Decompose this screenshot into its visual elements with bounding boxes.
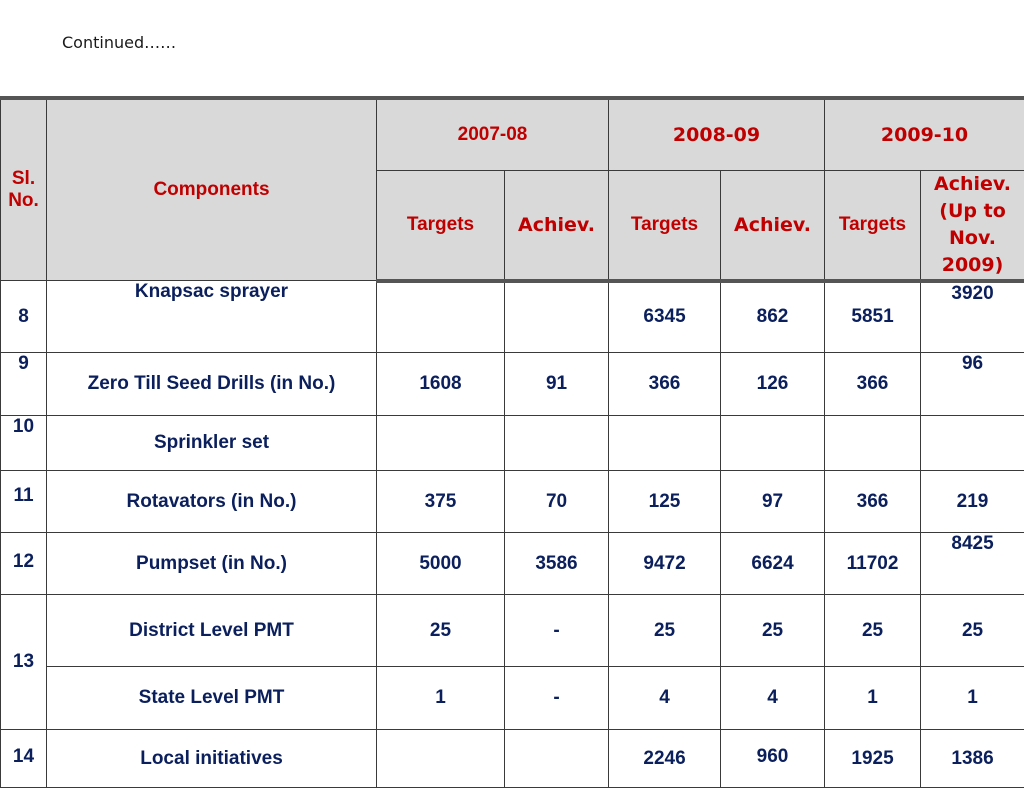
value-cell: 11702 bbox=[825, 533, 921, 595]
value-cell: 375 bbox=[377, 471, 505, 533]
value-cell: 91 bbox=[505, 353, 609, 416]
header-year-2008-09: 2008-09 bbox=[609, 98, 825, 170]
value-cell: 5000 bbox=[377, 533, 505, 595]
value-cell: 25 bbox=[721, 595, 825, 667]
value-cell: 6624 bbox=[721, 533, 825, 595]
sl-no-cell: 10 bbox=[1, 416, 47, 471]
value-cell: 70 bbox=[505, 471, 609, 533]
header-year-2009-10: 2009-10 bbox=[825, 98, 1024, 170]
component-cell: Pumpset (in No.) bbox=[47, 533, 377, 595]
value-cell: 126 bbox=[721, 353, 825, 416]
value-cell: 1925 bbox=[825, 730, 921, 788]
table-row bbox=[1, 667, 1024, 730]
component-cell: State Level PMT bbox=[47, 667, 377, 730]
value-cell: - bbox=[505, 595, 609, 667]
value-cell: 96 bbox=[921, 353, 1024, 416]
value-cell bbox=[377, 416, 505, 471]
value-cell: 1 bbox=[921, 667, 1024, 730]
components-table bbox=[0, 96, 1024, 788]
header-targets-2009-10: Targets bbox=[825, 170, 921, 281]
header-targets-2007-08: Targets bbox=[377, 170, 505, 281]
value-cell: 6345 bbox=[609, 281, 721, 353]
value-cell: 8425 bbox=[921, 533, 1024, 595]
value-cell: 1 bbox=[825, 667, 921, 730]
value-cell: 862 bbox=[721, 281, 825, 353]
value-cell: 25 bbox=[377, 595, 505, 667]
value-cell: 366 bbox=[825, 353, 921, 416]
value-cell: 1608 bbox=[377, 353, 505, 416]
component-cell: Rotavators (in No.) bbox=[47, 471, 377, 533]
value-cell: 5851 bbox=[825, 281, 921, 353]
value-cell: 2246 bbox=[609, 730, 721, 788]
table-row bbox=[1, 533, 1024, 595]
component-cell: District Level PMT bbox=[47, 595, 377, 667]
value-cell: - bbox=[505, 667, 609, 730]
sl-no-cell: 13 bbox=[1, 595, 47, 730]
value-cell: 3586 bbox=[505, 533, 609, 595]
sl-no-cell: 11 bbox=[1, 471, 47, 533]
sl-no-cell: 12 bbox=[1, 533, 47, 595]
component-cell: Local initiatives bbox=[47, 730, 377, 788]
sl-no-cell: 8 bbox=[1, 281, 47, 353]
value-cell bbox=[505, 281, 609, 353]
continued-caption: Continued…… bbox=[62, 33, 176, 52]
header-year-2007-08: 2007-08 bbox=[377, 98, 609, 170]
header-achiev-2008-09: Achiev. bbox=[721, 170, 825, 281]
value-cell: 125 bbox=[609, 471, 721, 533]
component-cell: Sprinkler set bbox=[47, 416, 377, 471]
table-row bbox=[1, 353, 1024, 416]
header-targets-2008-09: Targets bbox=[609, 170, 721, 281]
value-cell: 4 bbox=[609, 667, 721, 730]
table-row bbox=[1, 281, 1024, 353]
table-row bbox=[1, 730, 1024, 788]
value-cell: 9472 bbox=[609, 533, 721, 595]
table-row bbox=[1, 595, 1024, 667]
value-cell: 25 bbox=[921, 595, 1024, 667]
value-cell: 3920 bbox=[921, 281, 1024, 353]
value-cell: 1 bbox=[377, 667, 505, 730]
value-cell: 366 bbox=[609, 353, 721, 416]
component-cell: Knapsac sprayer bbox=[47, 281, 377, 353]
value-cell bbox=[505, 416, 609, 471]
header-sl-no: Sl. No. bbox=[1, 98, 47, 281]
sl-no-cell: 14 bbox=[1, 730, 47, 788]
header-row-years bbox=[1, 98, 1024, 170]
value-cell: 960 bbox=[721, 730, 825, 788]
header-achiev-2007-08: Achiev. bbox=[505, 170, 609, 281]
value-cell: 97 bbox=[721, 471, 825, 533]
value-cell: 25 bbox=[609, 595, 721, 667]
value-cell: 219 bbox=[921, 471, 1024, 533]
value-cell bbox=[921, 416, 1024, 471]
value-cell: 366 bbox=[825, 471, 921, 533]
table-row bbox=[1, 416, 1024, 471]
value-cell bbox=[721, 416, 825, 471]
component-cell: Zero Till Seed Drills (in No.) bbox=[47, 353, 377, 416]
value-cell: 25 bbox=[825, 595, 921, 667]
header-achiev-2009-10: Achiev. (Up to Nov. 2009) bbox=[921, 170, 1024, 281]
header-components: Components bbox=[47, 98, 377, 281]
value-cell: 1386 bbox=[921, 730, 1024, 788]
table-row bbox=[1, 471, 1024, 533]
value-cell bbox=[505, 730, 609, 788]
value-cell bbox=[609, 416, 721, 471]
value-cell bbox=[377, 281, 505, 353]
value-cell: 4 bbox=[721, 667, 825, 730]
value-cell bbox=[377, 730, 505, 788]
value-cell bbox=[825, 416, 921, 471]
sl-no-cell: 9 bbox=[1, 353, 47, 416]
